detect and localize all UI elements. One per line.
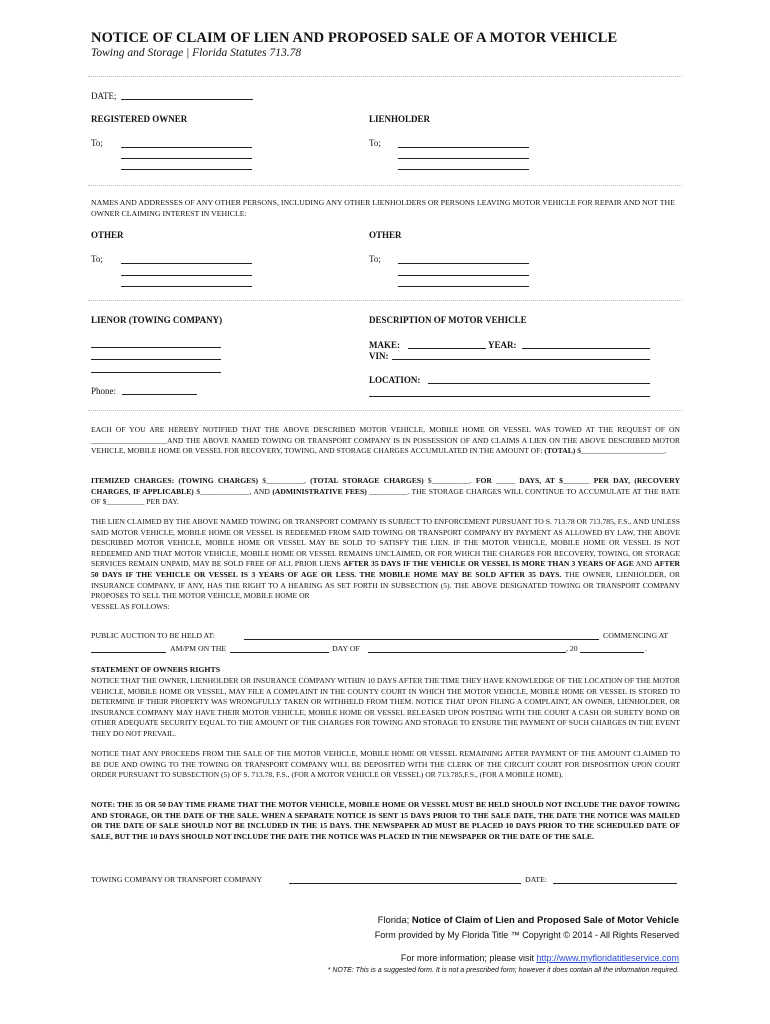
lienholder-line-3[interactable] <box>398 169 529 170</box>
location-label: LOCATION: <box>369 375 421 385</box>
location-field[interactable] <box>428 383 650 384</box>
form-subtitle: Towing and Storage | Florida Statutes 713.78 <box>91 47 302 59</box>
auction-month-field[interactable] <box>368 652 566 653</box>
signature-date-field[interactable] <box>553 883 677 884</box>
owners-rights-heading: STATEMENT OF OWNERS RIGHTS <box>91 665 221 674</box>
form-title: NOTICE OF CLAIM OF LIEN AND PROPOSED SALE OF A MOTOR VEHICLE <box>91 30 618 46</box>
towing-company-label: TOWING COMPANY OR TRANSPORT COMPANY <box>91 875 263 884</box>
vin-field[interactable] <box>392 359 650 360</box>
lienor-line-1[interactable] <box>91 347 221 348</box>
itemized-charges-paragraph: ITEMIZED CHARGES: (TOWING CHARGES) $__________, (TOTAL STORAGE CHARGES) $__________. FOR _____ DAYS, AT $_______ PER DAY, (RECOVERY CHARGES, IF APPLICABLE) $_____________, AND (ADMINISTRATIVE FEES) __________. THE STORAGE CHARGES WILL CONTINUE TO ACCUMULATE AT THE RATE OF $__________ PER DAY. <box>91 476 681 507</box>
lienholder-heading: LIENHOLDER <box>369 114 431 124</box>
year-prefix-label: , 20 <box>566 644 578 653</box>
lienor-line-3[interactable] <box>91 372 221 373</box>
location-field-2[interactable] <box>369 396 650 397</box>
other-left-line-2[interactable] <box>121 275 252 276</box>
footer-form-title: Florida; Notice of Claim of Lien and Proposed Sale of Motor Vehicle <box>377 915 679 926</box>
auction-time-field[interactable] <box>91 652 166 653</box>
registered-owner-line-2[interactable] <box>121 158 252 159</box>
divider <box>88 410 682 411</box>
registered-owner-heading: REGISTERED OWNER <box>91 114 188 124</box>
other-left-line-3[interactable] <box>121 286 252 287</box>
day-of-label: DAY OF <box>332 644 360 653</box>
lienor-phone-field[interactable] <box>122 394 197 395</box>
lienholder-to-label: To; <box>369 138 381 148</box>
auction-day-field[interactable] <box>230 652 329 653</box>
footer-more-info: For more information; please visit http://www.myfloridatitleservice.com <box>400 953 679 963</box>
divider <box>88 76 682 77</box>
other-right-line-2[interactable] <box>398 275 529 276</box>
other-persons-text: NAMES AND ADDRESSES OF ANY OTHER PERSONS, INCLUDING ANY OTHER LIENHOLDERS OR PERSONS LEAVING MOTOR VEHICLE FOR REPAIR AND NOT THE OWNER CLAIMING INTEREST IN VEHICLE: <box>91 198 675 218</box>
lienholder-line-2[interactable] <box>398 158 529 159</box>
registered-owner-line-3[interactable] <box>121 169 252 170</box>
make-field[interactable] <box>408 348 486 349</box>
lienor-phone-label: Phone: <box>91 386 117 396</box>
auction-label: PUBLIC AUCTION TO BE HELD AT: <box>91 631 215 640</box>
date-label: DATE; <box>91 91 117 101</box>
note-paragraph: NOTE: THE 35 OR 50 DAY TIME FRAME THAT THE MOTOR VEHICLE, MOBILE HOME OR VESSEL MUST BE HELD SHOULD NOT INCLUDE THE DAYOF TOWING AND STORAGE, OR THE DATE OF THE SALE. WHEN A SEPARATE NOTICE IS SENT 15 DAYS PRIOR TO THE SALE DATE, THE DATE THE NOTICE WAS MAILED OR THE DATE OF SALE SHOULD NOT BE INCLUDED IN THE 15 DAYS. THE NEWSPAPER AD MUST BE PLACED 10 DAYS PRIOR TO THE SCHEDULED DATE OF SALE, BUT THE 10 DAYS SHOULD NOT INCLUDE THE DATE THE NOTICE WAS PLACED IN THE NEWSPAPER OR THE DATE OF THE SALE. <box>91 800 680 841</box>
vehicle-heading: DESCRIPTION OF MOTOR VEHICLE <box>369 315 527 325</box>
ampm-label: AM/PM ON THE <box>170 644 227 653</box>
footer-copyright: Form provided by My Florida Title ™ Copyright © 2014 - All Rights Reserved <box>374 930 679 940</box>
other-right-line-1[interactable] <box>398 263 529 264</box>
registered-owner-line-1[interactable] <box>121 147 252 148</box>
lienholder-line-1[interactable] <box>398 147 529 148</box>
lien-enforcement-paragraph: THE LIEN CLAIMED BY THE ABOVE NAMED TOWING OR TRANSPORT COMPANY IS SUBJECT TO ENFORCEMENT PURSUANT TO S. 713.78 OR 713.785, F.S., AND UNLESS SAID MOTOR VEHICLE, MOBILE HOME OR VESSEL IS REDEEMED FROM SAID TOWING OR TRANSPORT COMPANY BY PAYMENT AS ALLOWED BY LAW, THE ABOVE DESCRIBED MOTOR VEHICLE, MOBILE HOME OR VESSEL MAY BE SOLD TO SATISFY THE LIEN. IF THE MOTOR VEHICLE, MOBILE HOME OR VESSEL IS NOT REDEEMED AND THAT MOTOR VEHICLE, MOBILE HOME OR VESSEL REMAINS UNCLAIMED, OR FOR WHICH THE CHARGES FOR RECOVERY, TOWING, OR STORAGE SERVICES REMAIN UNPAID, MAY BE SOLD FREE OF ALL PRIOR LIENS AFTER 35 DAYS IF THE VEHICLE OR VESSEL IS MORE THAN 3 YEARS OF AGE AND AFTER 50 DAYS IF THE VEHICLE OR VESSEL IS 3 YEARS OF AGE OR LESS. THE MOBILE HOME MAY BE SOLD AFTER 35 DAYS. THE OWNER, LIENHOLDER, OR INSURANCE COMPANY, IF ANY, HAS THE RIGHT TO A HEARING AS SET FORTH IN SUBSECTION (5). THE ABOVE DESIGNATED TOWING OR TRANSPORT COMPANY PROPOSES TO SELL THE MOTOR VEHICLE, MOBILE HOME OR VESSEL AS FOLLOWS: <box>91 517 680 611</box>
other-right-line-3[interactable] <box>398 286 529 287</box>
notice-paragraph-1: EACH OF YOU ARE HEREBY NOTIFIED THAT THE ABOVE DESCRIBED MOTOR VEHICLE, MOBILE HOME OR VESSEL WAS TOWED AT THE REQUEST OF ON ____________________AND THE ABOVE NAMED TOWING OR TRANSPORT COMPANY IS IN POSSESSION OF AND CLAIMS A LIEN ON THE ABOVE DESCRIBED MOTOR VEHICLE, MOBILE HOME OR VESSEL FOR RECOVERY, TOWING, AND STORAGE CHARGES ACCUMULATED IN THE AMOUNT OF: (TOTAL) $______________________. <box>91 425 680 456</box>
footer-note: * NOTE: This is a suggested form. It is not a prescribed form; however it does contain all the information required. <box>327 967 679 974</box>
vin-label: VIN: <box>369 351 389 361</box>
date-field[interactable] <box>121 99 253 100</box>
year-label: YEAR: <box>488 340 517 350</box>
towing-company-field[interactable] <box>289 883 521 884</box>
registered-owner-to-label: To; <box>91 138 103 148</box>
website-link[interactable]: http://www.myfloridatitleservice.com <box>536 953 679 963</box>
owners-rights-paragraph-2: NOTICE THAT ANY PROCEEDS FROM THE SALE OF THE MOTOR VEHICLE, MOBILE HOME OR VESSEL REMAINING AFTER PAYMENT OF THE AMOUNT CLAIMED TO BE DUE AND OWING TO THE TOWING OR TRANSPORT COMPANY WILL BE DEPOSITED WITH THE CLERK OF THE CIRCUIT COURT FOR DISPOSITION UPON COURT ORDER PURSUANT TO SUBSECTION (5) OF S. 713.78, F.S., (FOR A MOTOR VEHICLE OR VESSEL) OR 713.785,F.S., (FOR A MOBILE HOME). <box>91 749 680 780</box>
auction-year-field[interactable] <box>580 652 644 653</box>
divider <box>88 300 682 301</box>
auction-location-field[interactable] <box>244 639 599 640</box>
commencing-label: COMMENCING AT <box>603 631 669 640</box>
signature-date-label: DATE: <box>525 875 548 884</box>
other-left-heading: OTHER <box>91 230 124 240</box>
divider <box>88 185 682 186</box>
auction-period: . <box>645 644 647 653</box>
other-left-to-label: To; <box>91 254 103 264</box>
make-label: MAKE: <box>369 340 400 350</box>
other-left-line-1[interactable] <box>121 263 252 264</box>
other-right-to-label: To; <box>369 254 381 264</box>
lienor-heading: LIENOR (TOWING COMPANY) <box>91 315 223 325</box>
owners-rights-paragraph-1: NOTICE THAT THE OWNER, LIENHOLDER OR INSURANCE COMPANY WITHIN 10 DAYS AFTER THE TIME THEY HAVE KNOWLEDGE OF THE LOCATION OF THE MOTOR VEHICLE, MOBILE HOME OR VESSEL, MAY FILE A COMPLAINT IN THE COUNTY COURT IN WHICH THE MOTOR VEHICLE, MOBILE HOME OR VESSEL IS STORED TO DETERMINE IF THEIR PROPERTY WAS WRONGFULLY TAKEN OR WITHHELD FROM THEM. NOTICE THAT UPON FILING A COMPLAINT, AN OWNER, LIENHOLDER, OR INSURANCE COMPANY MAY HAVE THEIR MOTOR VEHICLE, MOBILE HOME OR VESSEL RELEASED UPON POSTING WITH THE COURT A CASH OR SURETY BOND OR OTHER ADEQUATE SECURITY EQUAL TO THE AMOUNT OF THE CHARGES FOR TOWING AND STORAGE TO ENSURE THE PAYMENT OF SUCH CHARGES IN THE EVENT THEY DO NOT PREVAIL. <box>91 676 680 738</box>
year-field[interactable] <box>522 348 650 349</box>
lienor-line-2[interactable] <box>91 359 221 360</box>
other-right-heading: OTHER <box>369 230 402 240</box>
